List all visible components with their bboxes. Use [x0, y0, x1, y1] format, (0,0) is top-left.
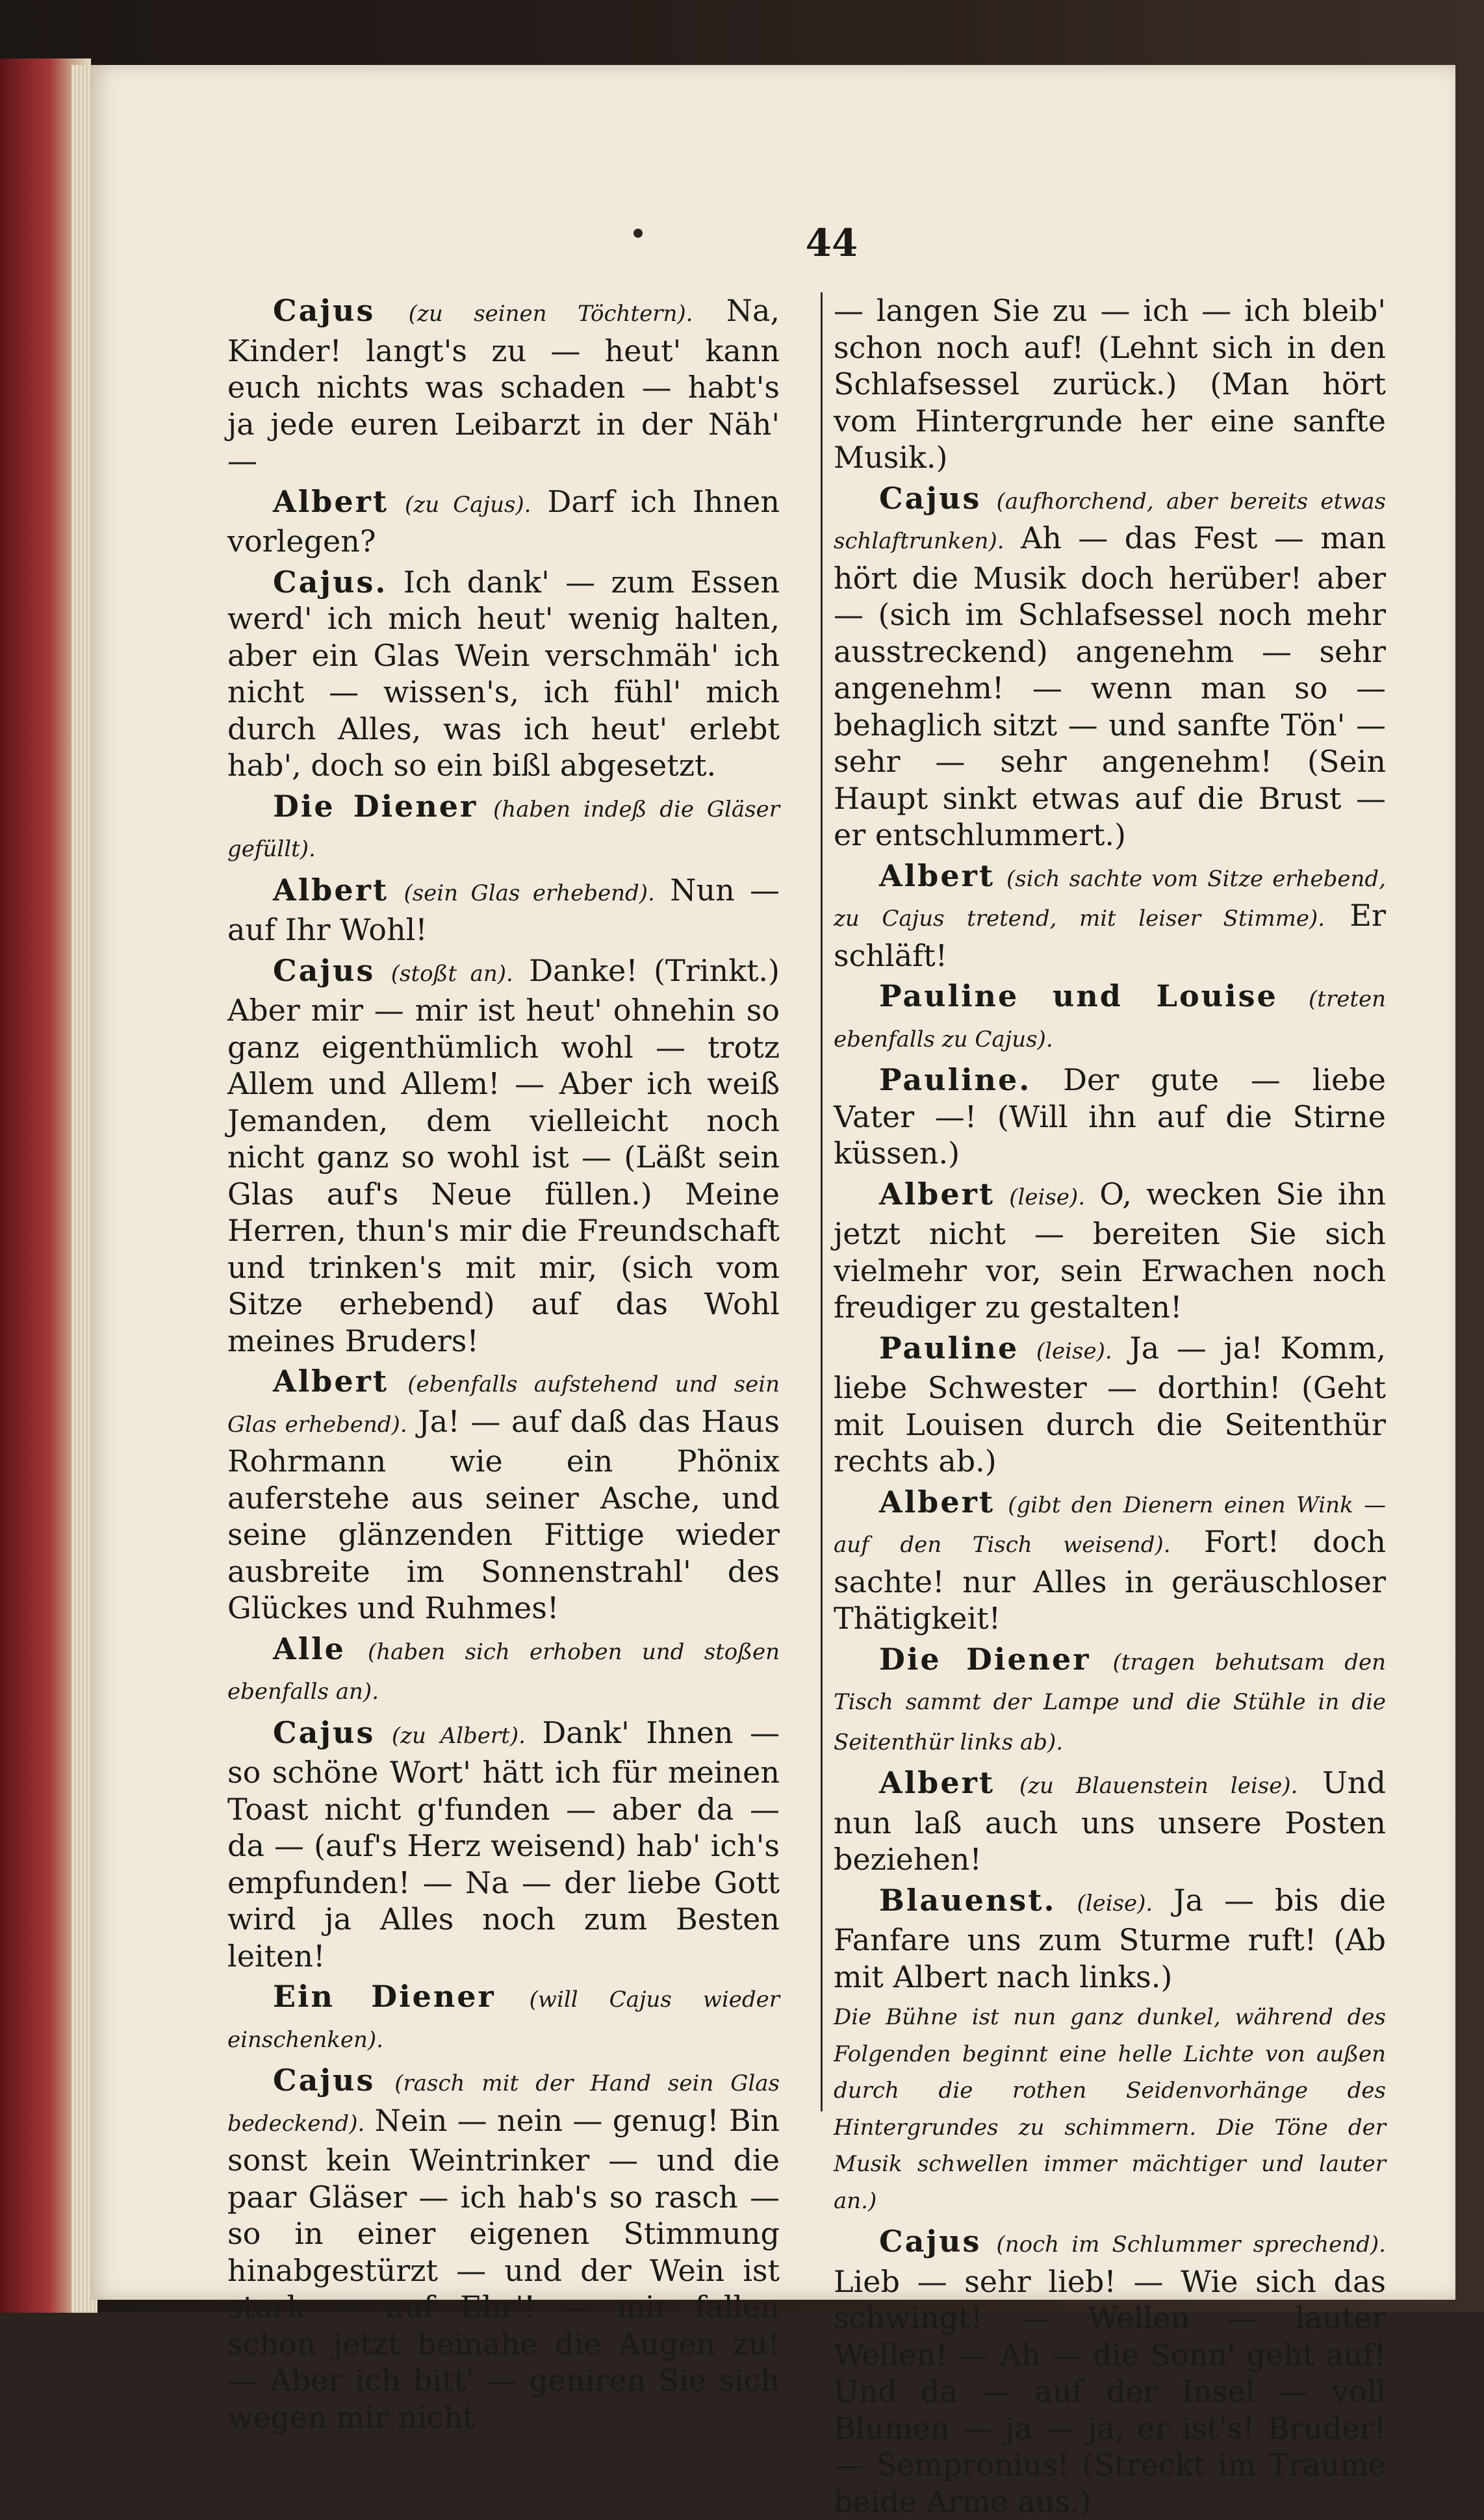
dialogue-paragraph	[227, 1714, 780, 1975]
speaker-name: Blauenst.	[879, 1882, 1056, 1918]
stage-note: (gibt den Dienern einen Wink — auf den Tisch weisend).	[834, 1492, 1386, 1558]
dialogue-paragraph	[834, 858, 1386, 974]
speaker-name: Pauline.	[879, 1062, 1032, 1097]
speech-text: Der gute — liebe Vater —! (Will ihn auf die Stirne küssen.)	[834, 1062, 1386, 1171]
speaker-name: Albert	[879, 858, 995, 893]
dialogue-paragraph	[834, 1641, 1386, 1761]
speech-text: Ja — ja! Komm, liebe Schwester — dorthin! (Geht mit Louisen durch die Seitenthür rechts ab.)	[834, 1330, 1387, 1479]
dialogue-paragraph	[227, 564, 780, 784]
speaker-name: Albert	[879, 1765, 995, 1800]
stage-direction	[834, 1999, 1386, 2219]
speaker-name: Cajus	[273, 293, 376, 328]
stage-note: (haben indeß die Gläser gefüllt).	[227, 796, 780, 862]
dialogue-paragraph	[834, 1484, 1386, 1637]
speaker-name: Albert	[879, 1484, 995, 1520]
dialogue-paragraph	[834, 480, 1386, 854]
speech-text: Lieb — sehr lieb! — Wie sich das schwingt! — Wellen — lauter Wellen! — Ah — die Sonn' geht auf! Und da — auf der Insel — voll Blumen — ja — ja, er ist's! Bruder! — Sempronius! (Streckt im Traume beide Arme aus.)	[834, 2263, 1386, 2519]
stage-note: (stoßt an).	[390, 960, 513, 987]
dialogue-paragraph	[834, 1330, 1386, 1480]
stage-note: (tragen behutsam den Tisch sammt der Lampe und die Stühle in die Seitenthür links ab).	[834, 1649, 1387, 1755]
speaker-name: Cajus	[273, 952, 376, 988]
speech-text: Ja! — auf daß das Haus Rohrmann wie ein Phönix auferstehe aus seiner Asche, und seine glänzenden Fittige wieder ausbreite im Sonnenstrahl' des Glückes und Ruhmes!	[227, 1403, 780, 1625]
dialogue-paragraph	[834, 1062, 1386, 1172]
dialogue-paragraph	[834, 978, 1386, 1058]
speaker-name: Die Diener	[273, 788, 478, 824]
printer-mark	[633, 229, 643, 238]
speaker-name: Albert	[273, 1364, 389, 1399]
dialogue-paragraph	[834, 292, 1386, 476]
speech-text: Ich dank' — zum Essen werd' ich mich heut' wenig halten, aber ein Glas Wein verschmäh' ich nicht — wissen's, ich fühl' mich durch Alles, was ich heut' erlebt hab', doch so ein bißl abgesetzt.	[227, 564, 780, 783]
dialogue-paragraph	[834, 2223, 1386, 2520]
speech-text: O, wecken Sie ihn jetzt nicht — bereiten Sie sich vielmehr vor, sein Erwachen noch freudiger zu gestalten!	[834, 1176, 1387, 1325]
dialogue-paragraph	[227, 1978, 780, 2058]
speech-text: Und nun laß auch uns unsere Posten beziehen!	[834, 1765, 1386, 1877]
dialogue-paragraph	[227, 952, 780, 1360]
speaker-name: Pauline und Louise	[879, 978, 1278, 1013]
dialogue-paragraph	[227, 1363, 780, 1627]
dialogue-paragraph	[227, 872, 780, 948]
speech-text: Danke! (Trinkt.) Aber mir — mir ist heut' ohnehin so ganz eigenthümlich wohl — trotz Allem und Allem! — Aber ich weiß Jemanden, dem vielleicht noch nicht ganz so wohl ist — (Läßt sein Glas auf's Neue füllen.) Meine Herren, thun's mir die Freundschaft und trinken's mit mir, (sich vom Sitze erhebend) auf das Wohl meines Bruders!	[227, 952, 780, 1358]
stage-note: (aufhorchend, aber bereits etwas schlaftrunken).	[834, 488, 1386, 554]
speech-text: Nein — nein — genug! Bin sonst kein Weintrinker — und die paar Gläser — ich hab's so rasch — so in einer eigenen Stimmung hinabgestürzt — und der Wein ist stark — auf Ehr'! — mir fallen schon jetzt beinahe die Augen zu! — Aber ich bitt' — geniren Sie sich wegen mir nicht	[227, 2102, 780, 2435]
speaker-name: Cajus.	[273, 564, 388, 600]
speaker-name: Cajus	[879, 480, 982, 516]
speech-text: — langen Sie zu — ich — ich bleib' schon noch auf! (Lehnt sich in den Schlafsessel zurück.) (Man hört vom Hintergrunde her eine sanfte Musik.)	[834, 293, 1386, 475]
stage-note: (rasch mit der Hand sein Glas bedeckend).	[227, 2070, 780, 2137]
stage-note: (sich sachte vom Sitze erhebend, zu Cajus tretend, mit leiser Stimme).	[834, 865, 1386, 932]
stage-note: (leise).	[1009, 1184, 1086, 1210]
dialogue-paragraph	[227, 1631, 780, 1711]
speech-text: Dank' Ihnen — so schöne Wort' hätt ich für meinen Toast nicht g'funden — aber da — da — (auf's Herz weisend) hab' ich's empfunden! — Na — der liebe Gott wird ja Alles noch zum Besten leiten!	[227, 1714, 780, 1974]
right-column	[834, 292, 1387, 2519]
stage-note: (zu Blauenstein leise).	[1019, 1773, 1298, 1799]
speech-text: Die Bühne ist nun ganz dunkel, während des Folgenden beginnt eine helle Lichte von außen durch die rothen Seidenvorhänge des Hintergrundes zu schimmern. Die Töne der Musik schwellen immer mächtiger und lauter an.)	[834, 2004, 1386, 2214]
speaker-name: Cajus	[273, 2063, 376, 2098]
dialogue-paragraph	[227, 292, 780, 479]
stage-note: (leise).	[1077, 1890, 1153, 1916]
dialogue-paragraph	[834, 1882, 1386, 1996]
speaker-name: Albert	[273, 872, 389, 908]
speaker-name: Albert	[879, 1176, 995, 1212]
speaker-name: Pauline	[879, 1330, 1019, 1366]
speech-text: Darf ich Ihnen vorlegen?	[227, 483, 780, 559]
left-column	[227, 292, 780, 2435]
dialogue-paragraph	[227, 483, 780, 560]
dialogue-paragraph	[834, 1764, 1386, 1878]
stage-note: (zu seinen Töchtern).	[408, 301, 693, 327]
speaker-name: Albert	[273, 483, 389, 519]
page-number: 44	[805, 221, 858, 265]
speech-text: Ja — bis die Fanfare uns zum Sturme ruft! (Ab mit Albert nach links.)	[834, 1882, 1387, 1994]
stage-note: (will Cajus wieder einschenken).	[227, 1987, 780, 2053]
stage-note: (zu Cajus).	[405, 491, 531, 518]
stage-note: (treten ebenfalls zu Cajus).	[834, 986, 1386, 1052]
speaker-name: Cajus	[273, 1714, 376, 1750]
speaker-name: Ein Diener	[273, 1979, 496, 2014]
speech-text: Nun — auf Ihr Wohl!	[227, 872, 780, 947]
dialogue-paragraph	[227, 2062, 780, 2436]
stage-note: (leise).	[1036, 1338, 1112, 1364]
dialogue-paragraph	[834, 1176, 1386, 1326]
speaker-name: Cajus	[879, 2224, 982, 2259]
stage-note: (haben sich erhoben und stoßen ebenfalls an).	[227, 1638, 780, 1705]
speaker-name: Die Diener	[879, 1641, 1091, 1677]
column-divider	[821, 292, 823, 2111]
stage-note: (zu Albert).	[391, 1722, 526, 1749]
speech-text: Ah — das Fest — man hört die Musik doch herüber! aber — (sich im Schlafsessel noch mehr ausstreckend) angenehm — sehr angenehm! — wenn man so — behaglich sitzt — und sanfte Tön' — sehr — sehr angenehm! (Sein Haupt sinkt etwas auf die Brust — er entschlummert.)	[834, 520, 1386, 852]
stage-note: (ebenfalls aufstehend und sein Glas erhebend).	[227, 1371, 780, 1438]
stage-note: (noch im Schlummer sprechend).	[996, 2232, 1386, 2258]
speech-text: Er schläft!	[834, 898, 1386, 973]
dialogue-paragraph	[227, 788, 780, 868]
speech-text: Fort! doch sachte! nur Alles in geräuschloser Thätigkeit!	[834, 1524, 1386, 1636]
stage-note: (sein Glas erhebend).	[403, 880, 655, 906]
speaker-name: Alle	[273, 1631, 346, 1666]
speech-text: Na, Kinder! langt's zu — heut' kann euch nichts was schaden — habt's ja jede euren Leibarzt in der Näh' —	[227, 293, 780, 478]
